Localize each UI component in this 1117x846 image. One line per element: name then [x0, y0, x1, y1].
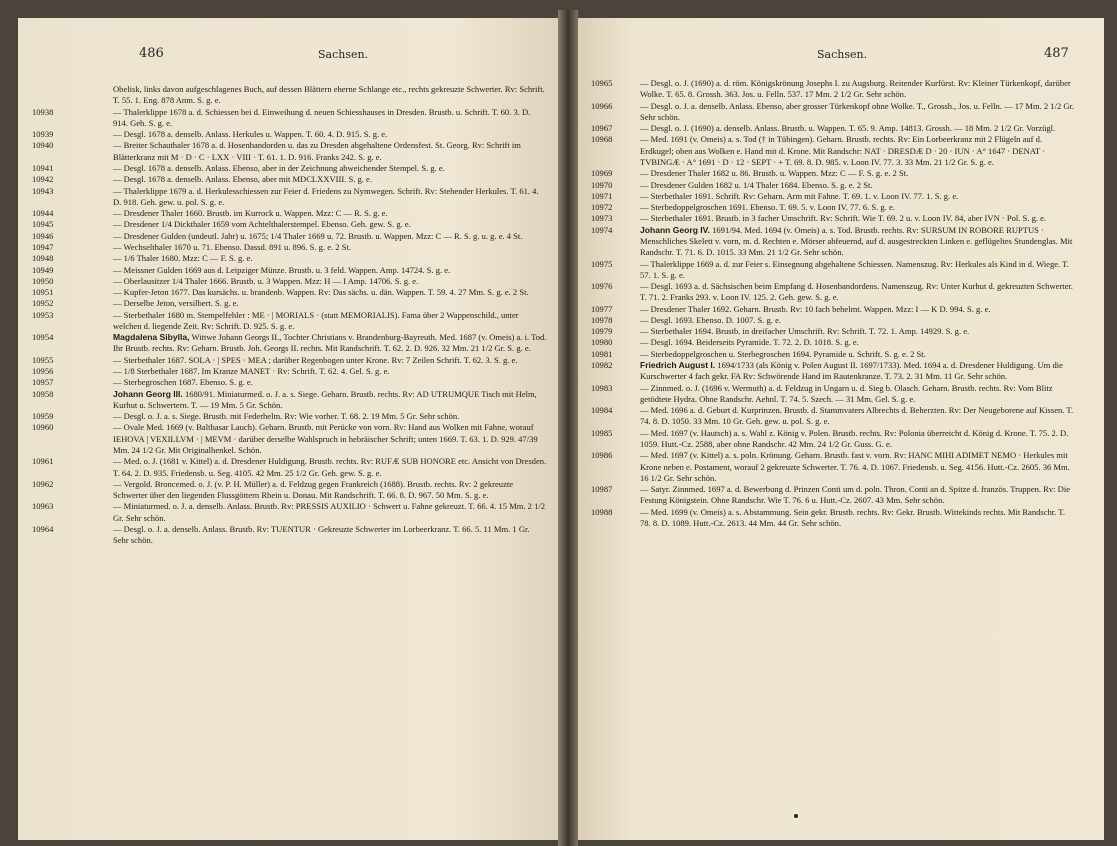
- entry-description: — Desgl. 1693 a. d. Sächsischen beim Empfang d. Hosenbandordens. Namenszug. Rv: Unter Kurhut d. gekreuzten Schwerter. T. 71. 2. Franks 293. v. Loon IV. 125. 2. Geh. gew. S. g. e.: [640, 281, 1073, 303]
- catalog-entry: [32, 501, 547, 524]
- lot-number: 10964: [32, 523, 54, 534]
- lot-number: 10966: [591, 100, 613, 111]
- printer-dot: [794, 814, 798, 818]
- catalog-entry: [591, 123, 1076, 134]
- lot-number: 10940: [32, 140, 54, 151]
- lot-number: 10975: [591, 258, 613, 269]
- lot-number: 10977: [591, 303, 613, 314]
- entry-description: — Desgl. 1678 a. denselb. Anlass. Ebenso, aber in der Zeichnung abweichender Stempel. S. g. e.: [113, 162, 445, 173]
- catalog-entry: [591, 180, 1076, 191]
- catalog-entry: [591, 191, 1076, 202]
- lot-number: 10976: [591, 281, 613, 292]
- entry-description: — Meissner Gulden 1669 aus d. Leipziger Münze. Brustb. u. 3 feld. Wappen. Amp. 14724. S. g. e.: [113, 264, 451, 275]
- catalog-entry: [32, 253, 547, 264]
- entry-description: — Kupfer-Jeton 1677. Das kursächs. u. brandenb. Wappen. Rv: Das sächs. u. dän. Wappen. T. 59. 4. 27 Mm. S. g. e. 2 St.: [113, 287, 529, 298]
- lot-number: 10978: [591, 314, 613, 325]
- lot-number: 10960: [32, 422, 54, 433]
- lot-number: 10982: [591, 360, 613, 371]
- catalog-entry: [32, 366, 547, 377]
- catalog-entry: [32, 411, 547, 422]
- lot-number: 10979: [591, 326, 613, 337]
- entry-description: — Desgl. o. J. (1690) a. denselb. Anlass. Brustb. u. Wappen. T. 65. 9. Amp. 14813. Grossh. — 18 Mm. 2 1/2 Gr. Vorzügl.: [640, 123, 1056, 134]
- lot-number: 10983: [591, 382, 613, 393]
- entry-description: 1680/91. Miniaturmed. o. J. a. s. Siege. Geharn. Brustb. rechts. Rv: AD UTRUMQUE Tisch mit Helm, Kurhut u. Schwertern. T. — 19 Mm. 5 Gr. Schön.: [113, 388, 537, 410]
- catalog-entry: [32, 84, 547, 107]
- entry-description: — Dresdener Thaler 1682 u. 86. Brustb. u. Wappen. Mzz: C — F. S. g. e. 2 St.: [640, 168, 909, 179]
- catalog-entry: [591, 101, 1076, 124]
- entry-description: — Vergold. Broncemed. o. J. (v. P. H. Müller) a. d. Feldzug gegen Frankreich (1688). Brustb. rechts. Rv: 2 gekreuzte Schwerter über den liegenden Flussgöttern Rhein u. Donau. Mit Randschrift. T. 66. 8. D. 967. 50 Mm. S. g. e.: [113, 478, 514, 501]
- entry-description: — Ovale Med. 1669 (v. Balthasar Lauch). Geharn. Brustb. mit Perücke von vorn. Rv: Hand aus Wolken mit Fahne, worauf IEHOVA | VEXILLVM · | MEVM · darüber derselbe Wahlspruch in hebräischer Schrift; unten 1669. T. 63. 1. D. 929. 47/39 Mm. 24 1/2 Gr. Mit Originalhenkel. Schön.: [113, 422, 538, 455]
- entry-description: — Desgl. 1693. Ebenso. D. 1007. S. g. e.: [640, 314, 782, 325]
- lot-number: 10970: [591, 179, 613, 190]
- lot-number: 10955: [32, 354, 54, 365]
- catalog-entry: [32, 389, 547, 412]
- entry-description: — Sterbethaler 1691. Brustb. in 3 facher Umschrift. Rv: Schrift. Wie T. 69. 2 u. v. Loon IV. 84, aber IVN · Pol. S. g. e.: [640, 213, 1047, 224]
- left-page: [18, 18, 566, 840]
- lot-number: 10941: [32, 162, 54, 173]
- right-page: [570, 18, 1104, 840]
- entry-description: — Med. o. J. (1681 v. Kittel) a. d. Dresdener Huldigung. Brustb. rechts. Rv: RUFÆ SUB HONORE etc. Ansicht von Dresden. T. 64. 2. D. 935. Friedensb. u. Seg. 4105. 42 Mm. 25 1/2 Gr. Geh. gew. S. g. e.: [113, 456, 547, 478]
- entry-description: — Med. 1696 a. d. Geburt d. Kurprinzen. Brustb. d. Stammvaters Albrechts d. Beherzten. Rv: Der Neugeborene auf Kissen. T. 74. 8. D. 1050. 33 Mm. 10 Gr. Geh. gew. u. pol. S. g. e.: [640, 405, 1074, 427]
- lot-number: 10986: [591, 450, 613, 461]
- entry-description: — Dresdener Thaler 1692. Geharn. Brustb. Rv: 10 fach behelmt. Wappen. Mzz: I — K D. 994. S. g. e.: [640, 303, 991, 314]
- catalog-entry: [591, 507, 1076, 530]
- catalog-entry: [32, 186, 547, 209]
- catalog-entry: [32, 276, 547, 287]
- entry-description: — Satyr. Zinnmed. 1697 a. d. Bewerbung d. Prinzen Conti um d. poln. Thron. Conti an d. Spitze d. französ. Truppen. Rv: Die Festung Königstein. Ohne Randschr. Wie T. 76. 6 u. Hutt.-Cz. 2607. 43 Mm. Sehr schön.: [640, 484, 1070, 506]
- catalog-entry: [591, 213, 1076, 224]
- lot-number: 10957: [32, 377, 54, 388]
- lot-number: 10944: [32, 208, 54, 219]
- catalog-entry: [32, 479, 547, 502]
- lot-number: 10954: [32, 332, 54, 343]
- entry-description: 1691/94. Med. 1694 (v. Omeis) a. s. Tod. Brustb. rechts. Rv: SURSUM IN ROBORE RUPTUS · Menschliches Skelett v. vorn, m. d. Rechten e. Mörser abfeuernd, auf d. ausgestreckten Linken e. geflügeltes Stundenglas. Mit Randschr. T. 71. 6. D. 1015. 33 Mm. 21 1/2 Gr. Sehr schön.: [640, 224, 1073, 258]
- entry-description: — Thalerklippe 1678 a. d. Schiessen bei d. Einweihung d. neuen Schiesshauses in Dresden. Brustb. u. Schrift. T. 60. 3. D. 914. Geh. S. g. e.: [113, 106, 531, 128]
- entry-description: — Sterbedoppelgroschen u. Sterbegroschen 1694. Pyramide u. Schrift. S. g. e. 2 St.: [640, 348, 926, 359]
- lot-number: 10946: [32, 230, 54, 241]
- catalog-entry: [32, 265, 547, 276]
- entry-description: — Dresdener Gulden 1682 u. 1/4 Thaler 1684. Ebenso. S. g. e. 2 St.: [640, 179, 873, 190]
- entry-description: 1694/1733 (als König v. Polen August II. 1697/1733). Med. 1694 a. d. Dresdener Huldigung. Um die Kurschwerter 4 fach gekr. FA Rv: Schwörende Hand im Rautenkranze. T. 73. 2. 31 Mm. 11 Gr. Sehr schön.: [640, 360, 1063, 382]
- catalog-entry: [591, 281, 1076, 304]
- lot-number: 10980: [591, 337, 613, 348]
- entry-description: Obelisk, links davon aufgeschlagenes Buch, auf dessen Blättern eherne Schlange etc., rechts gekreuzte Schwerter. Rv: Schrift. T. 55. 1. Eng. 878 Anm. S. g. e.: [113, 84, 545, 106]
- lot-number: 10950: [32, 275, 54, 286]
- entry-description: — Med. 1697 (v. Hautsch) a. s. Wahl z. König v. Polen. Brustb. rechts. Rv: Polonia überreicht d. König d. Krone. T. 75. 2. D. 1059. Hutt.-Cz. 2588, aber ohne Randschr. 42 Mm. 24 1/2 Gr. Guss. G. e.: [640, 427, 1069, 449]
- catalog-entry: [591, 383, 1076, 406]
- catalog-entry: [32, 129, 547, 140]
- entry-description: — Sterbethaler 1691. Schrift. Rv: Geharn. Arm mit Fahne. T. 69. 1. v. Loon IV. 77. 1. S. g. e.: [640, 190, 959, 201]
- ruler-heading: Johann Georg IV.: [640, 224, 710, 235]
- entry-description: — Med. 1691 (v. Omeis) a. s. Tod († in Tübingen). Geharn. Brustb. rechts. Rv: Ein Lorbeerkranz mit 2 Flügeln auf d. Erdkugel; oben aus Wolken e. Hand mit d. Krone. Mit Randschr: NAT · DRESDÆ D · 20 · IUN · A° 1647 · DENAT · TVBINGÆ · A° 1691 · D · 12 · SEPT · + T. 69. 8. D. 985. v. Loon IV. 77. 3. 33 Mm. 21 1/2 Gr. S. g. e.: [640, 134, 1046, 167]
- lot-number: 10949: [32, 264, 54, 275]
- lot-number: 10947: [32, 241, 54, 252]
- ruler-heading: Johann Georg III.: [113, 388, 183, 399]
- lot-number: 10988: [591, 506, 613, 517]
- catalog-entry: [591, 450, 1076, 484]
- catalog-entry: [591, 349, 1076, 360]
- catalog-entry: [32, 231, 547, 242]
- catalog-entry: [32, 298, 547, 309]
- right-entries: [591, 78, 1076, 529]
- catalog-entry: [32, 422, 547, 456]
- catalog-entry: [32, 456, 547, 479]
- running-head-right: Sachsen.: [817, 48, 868, 61]
- entry-description: — Thalerklippe 1679 a. d. Herkulesschiessen zur Feier d. Friedens zu Nymwegen. Schrift. Rv: Stehender Herkules. T. 61. 4. D. 918. Geh. gew. u. pol. S. g. e.: [113, 185, 539, 207]
- lot-number: 10963: [32, 501, 54, 512]
- catalog-entry: [591, 428, 1076, 451]
- lot-number: 10985: [591, 427, 613, 438]
- lot-number: 10948: [32, 253, 54, 264]
- catalog-entry: [591, 484, 1076, 507]
- catalog-entry: [591, 315, 1076, 326]
- entry-description: — Sterbedoppelgroschen 1691. Ebenso. T. 69. 5. v. Loon IV. 77. 6. S. g. e.: [640, 202, 895, 213]
- catalog-entry: [591, 78, 1076, 101]
- catalog-entry: [32, 140, 547, 163]
- catalog-entry: [32, 332, 547, 355]
- catalog-entry: [32, 208, 547, 219]
- lot-number: 10959: [32, 411, 54, 422]
- lot-number: 10974: [591, 224, 613, 235]
- entry-description: — Desgl. o. J. a. denselb. Anlass. Ebenso, aber grosser Türkenkopf ohne Wolke. T., Grossh., Jos. u. Felln. — 17 Mm. 2 1/2 Gr. Sehr schön.: [640, 100, 1075, 122]
- lot-number: 10968: [591, 134, 613, 145]
- entry-description: — Med. 1697 (v. Kittel) a. s. poln. Krönung. Geharn. Brustb. fast v. vorn. Rv: HANC MIHI ADIMET NEMO · Herkules mit Krone neben e. Postament, worauf 2 gekreuzte Schwerter. T. 76. 4. D. 1067. Friedensb. u. Seg. 4156. Hutt.-Cz. 2605. 36 Mm. 16 1/2 Gr. Sehr schön.: [640, 450, 1070, 483]
- lot-number: 10943: [32, 185, 54, 196]
- catalog-entry: [591, 405, 1076, 428]
- ruler-heading: Friedrich August I.: [640, 360, 716, 371]
- lot-number: 10938: [32, 106, 54, 117]
- lot-number: 10967: [591, 123, 613, 134]
- running-head-left: Sachsen.: [318, 48, 369, 61]
- entry-description: — Sterbethaler 1687. SOLA · | SPES · MEA ; darüber Regenbogen unter Krone. Rv: 7 Zeilen Schrift. T. 62. 3. S. g. e.: [113, 354, 518, 365]
- entry-description: — Med. 1699 (v. Omeis) a. s. Abstammung. Sein gekr. Brustb. rechts. Rv: Gekr. Brustb. Wittekinds rechts. Mit Randschr. T. 78. 8. D. 1089. Hutt.-Cz. 2613. 44 Mm. 44 Gr. Sehr schön.: [640, 506, 1065, 528]
- lot-number: 10945: [32, 219, 54, 230]
- catalog-entry: [591, 259, 1076, 282]
- entry-description: — Wechselthaler 1670 u. 71. Ebenso. Dassd. 891 u. 896. S. g. e. 2 St.: [113, 241, 351, 252]
- entry-description: — Dresdener 1/4 Dickthaler 1659 vom Achtelthalerstempel. Ebenso. Geh. gew. S. g. e.: [113, 219, 411, 230]
- lot-number: 10942: [32, 174, 54, 185]
- catalog-entry: [32, 524, 547, 547]
- entry-description: — Breiter Schauthaler 1678 a. d. Hosenbandorden u. das zu Dresden abgehaltene Ordensfest. St. Georg. Rv: Schrift im Blätterkranz mit M · D · C · LXX · VIII · T. 61. 1. D. 916. Franks 242. S. g. e.: [113, 140, 521, 162]
- entry-description: — Zinnmed. o. J. (1696 v. Wermuth) a. d. Feldzug in Ungarn u. d. Sieg b. Olasch. Geharn. Brustb. rechts. Rv: Vom Blitz getödtete Hydra. Ohne Randschr. Aehnl. T. 74. 5. Szech. — 31 Mm. Gel. S. g. e.: [640, 382, 1053, 404]
- entry-description: — Sterbethaler 1680 m. Stempelfehler : ME · | MORIALS · (statt MEMORIALIS). Fama über 2 Wappenschild., unter welchen d. liegende Zeit. Rv: Schrift. D. 925. S. g. e.: [113, 309, 519, 331]
- entry-description: Wittwe Johann Georgs II., Tochter Christians v. Brandenburg-Bayreuth. Med. 1687 (v. Omeis) a. i. Tod. Ihr Brustb. rechts. Rv: Geharn. Brustb. Joh. Georgs II. rechts. Mit Randschrift. T. 62. 2. D. 926. 32 Mm. 21 1/2 Gr. S. g. e.: [113, 332, 547, 354]
- catalog-entry: [32, 355, 547, 366]
- lot-number: 10984: [591, 405, 613, 416]
- lot-number: 10951: [32, 287, 54, 298]
- entry-description: — Sterbegroschen 1687. Ebenso. S. g. e.: [113, 377, 253, 388]
- book-gutter: [558, 10, 578, 846]
- lot-number: 10969: [591, 168, 613, 179]
- page-number-left: 486: [139, 46, 164, 61]
- catalog-entry: [32, 174, 547, 185]
- entry-description: — Desgl. o. J. a. s. Siege. Brustb. mit Federhelm. Rv: Wie vorher. T. 68. 2. 19 Mm. 5 Gr. Sehr schön.: [113, 411, 460, 422]
- left-entries: [32, 84, 547, 547]
- entry-description: — 1/8 Sterbethaler 1687. Im Kranze MANET · Rv: Schrift. T. 62. 4. Gel. S. g. e.: [113, 366, 390, 377]
- entry-description: — Desgl. 1678 a. denselb. Anlass. Herkules u. Wappen. T. 60. 4. D. 915. S. g. e.: [113, 129, 388, 140]
- entry-description: — Dresdener Gulden (undeutl. Jahr) u. 1675; 1/4 Thaler 1669 u. 72. Brustb. u. Wappen. Mzz: C — R. S. g. u. g. e. 4 St.: [113, 230, 523, 241]
- catalog-entry: [591, 168, 1076, 179]
- lot-number: 10952: [32, 298, 54, 309]
- catalog-entry: [591, 225, 1076, 259]
- catalog-entry: [32, 377, 547, 388]
- lot-number: 10958: [32, 388, 54, 399]
- entry-description: — Derselbe Jeton, versilbert. S. g. e.: [113, 298, 239, 309]
- entry-description: — Oberlausitzer 1/4 Thaler 1666. Brustb. u. 3 Wappen. Mzz: H — I Amp. 14706. S. g. e.: [113, 275, 419, 286]
- lot-number: 10972: [591, 202, 613, 213]
- lot-number: 10962: [32, 478, 54, 489]
- entry-description: — Dresdener Thaler 1660. Brustb. im Kurrock u. Wappen. Mzz: C — R. S. g. e.: [113, 208, 388, 219]
- lot-number: 10981: [591, 348, 613, 359]
- entry-description: — Thalerklippe 1669 a. d. zur Feier s. Einsegnung abgehaltene Schiessen. Namenszug. Rv: Herkules als Kind in d. Wiege. T. 57. 1. S. g. e.: [640, 258, 1069, 280]
- catalog-entry: [591, 304, 1076, 315]
- lot-number: 10961: [32, 456, 54, 467]
- entry-description: — Desgl. o. J. (1690) a. d. röm. Königskrönung Josephs I. zu Augsburg. Reitender Kurfürst. Rv: Kleiner Türkenkopf, darüber Wolke. T. 65. 8. Grossh. 363. Jos. u. Felln. 537. 17 Mm. 2 1/2 Gr. Sehr schön.: [640, 78, 1071, 100]
- catalog-entry: [32, 163, 547, 174]
- catalog-entry: [32, 242, 547, 253]
- entry-description: — Miniaturmed. o. J. a. denselb. Anlass. Brustb. Rv: PRESSIS AUXILIO · Schwert u. Fahne gekreuzt. T. 66. 4. 15 Mm. 2 1/2 Gr. Sehr schön.: [113, 501, 545, 523]
- catalog-entry: [32, 310, 547, 333]
- ruler-heading: Magdalena Sibylla,: [113, 332, 190, 343]
- entry-description: — Sterbethaler 1694. Brustb. in dreifacher Umschrift. Rv: Schrift. T. 72. 1. Amp. 14929. S. g. e.: [640, 326, 970, 337]
- lot-number: 10953: [32, 309, 54, 320]
- lot-number: 10956: [32, 366, 54, 377]
- lot-number: 10939: [32, 129, 54, 140]
- catalog-entry: [32, 219, 547, 230]
- catalog-entry: [591, 326, 1076, 337]
- lot-number: 10973: [591, 213, 613, 224]
- entry-description: — Desgl. 1694. Beiderseits Pyramide. T. 72. 2. D. 1018. S. g. e.: [640, 337, 859, 348]
- entry-description: — Desgl. 1678 a. denselb. Anlass. Ebenso, aber mit MDCLXXVIII. S. g. e.: [113, 174, 372, 185]
- catalog-entry: [32, 107, 547, 130]
- entry-description: — 1/6 Thaler 1680. Mzz: C — F. S. g. e.: [113, 253, 253, 264]
- page-number-right: 487: [1044, 46, 1069, 61]
- catalog-entry: [591, 337, 1076, 348]
- lot-number: 10965: [591, 78, 613, 88]
- lot-number: 10971: [591, 190, 613, 201]
- lot-number: 10987: [591, 484, 613, 495]
- entry-description: — Desgl. o. J. a. denselb. Anlass. Brustb. Rv: TUENTUR · Gekreuzte Schwerter im Lorbeerkranz. T. 66. 5. 11 Mm. 1 Gr. Sehr schön.: [113, 523, 530, 546]
- catalog-entry: [32, 287, 547, 298]
- catalog-entry: [591, 202, 1076, 213]
- catalog-entry: [591, 360, 1076, 383]
- catalog-entry: [591, 134, 1076, 168]
